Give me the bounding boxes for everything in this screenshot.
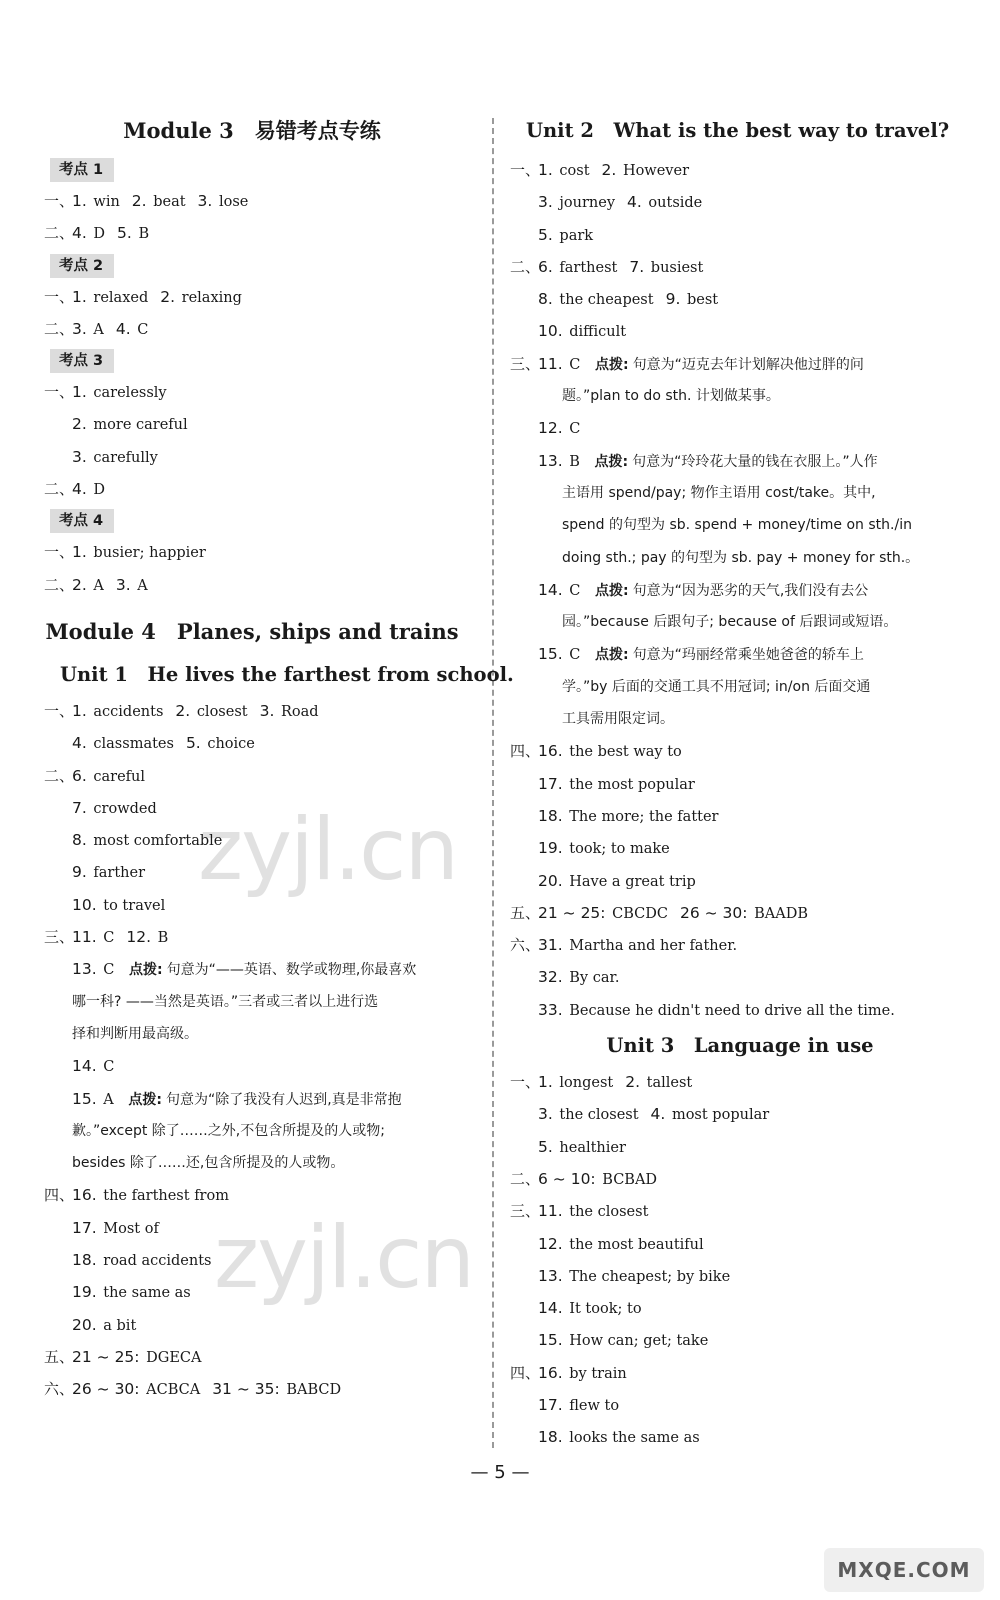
item-number: 4.: [115, 319, 131, 338]
q13-tip-text: 句意为“——英语、数学或物理,你最喜欢: [166, 962, 417, 979]
item-number: 6 ~ 10:: [538, 1169, 596, 1188]
item-number: 10.: [538, 322, 563, 341]
item-number: 13.: [538, 1266, 563, 1285]
q15-line: [44, 1083, 460, 1115]
item-answer: A: [93, 321, 104, 338]
item-number: 21 ~ 25:: [72, 1347, 140, 1366]
q13-number: 13.: [72, 960, 97, 979]
u2-q13-tip-text: 句意为“玲玲花大量的钱在衣服上。”人作: [632, 453, 878, 470]
u2-q13-number: 13.: [538, 451, 563, 470]
item-answer: by train: [569, 1365, 627, 1382]
item-answer: carefully: [93, 449, 158, 466]
item-answer: farther: [93, 865, 146, 882]
item-answer: BABCD: [286, 1382, 342, 1399]
u2-q11-number: 11.: [538, 354, 563, 373]
item-number: 3.: [259, 701, 275, 720]
item-number: 5.: [538, 225, 553, 244]
section-mark: 二、: [44, 224, 75, 243]
item-number: 4.: [72, 480, 87, 499]
answer-line: [44, 313, 460, 345]
u2-q13-tip-text-2: 主语用 spend/pay; 物作主语用 cost/take。其中,: [562, 484, 876, 501]
section-mark: 一、: [44, 701, 75, 720]
item-answer: more careful: [93, 417, 188, 434]
left-column: [44, 108, 514, 1406]
section-mark: 四、: [510, 1363, 541, 1382]
section-mark: 二、: [44, 575, 75, 594]
item-answer: the closest: [569, 1204, 649, 1221]
answer-line: [44, 1309, 460, 1341]
item-answer: classmates: [93, 736, 174, 753]
item-number: 4.: [72, 734, 87, 753]
item-answer: the best way to: [569, 744, 682, 761]
q13-answer: C: [103, 962, 115, 979]
module4-title: Module 4 Planes, ships and trains: [45, 618, 459, 644]
answer-line: [44, 727, 460, 759]
item-answer: B: [157, 930, 169, 947]
item-number: 31 ~ 35:: [212, 1380, 280, 1399]
item-answer: win: [93, 194, 120, 210]
item-answer: B: [138, 226, 150, 243]
item-answer: road accidents: [103, 1253, 212, 1270]
answer-line: [510, 1098, 970, 1130]
answer-line: [44, 281, 460, 313]
item-number: 6.: [72, 766, 87, 785]
section-mark: 一、: [44, 543, 75, 562]
item-answer: tallest: [646, 1075, 693, 1092]
answer-line: [510, 251, 970, 283]
section-mark: 一、: [510, 1073, 541, 1092]
item-number: 1.: [538, 161, 553, 179]
answer-line: [510, 735, 970, 767]
u2-q12-number: 12.: [538, 419, 563, 438]
item-answer: careful: [93, 768, 146, 785]
item-answer: Have a great trip: [569, 873, 696, 890]
kp2-tag: 考点 2: [50, 254, 114, 278]
answer-line: [510, 154, 970, 186]
answer-line: [44, 1373, 460, 1405]
q15-tip-text: 句意为“除了我没有人迟到,真是非常抱: [165, 1091, 402, 1108]
item-answer: C: [103, 930, 115, 947]
item-answer: most comfortable: [93, 833, 223, 850]
item-number: 2.: [131, 192, 147, 210]
item-number: 17.: [538, 774, 563, 793]
item-answer: the most beautiful: [569, 1236, 704, 1253]
item-number: 1.: [72, 192, 87, 210]
q13-line: [44, 953, 460, 985]
item-number: 2.: [601, 161, 617, 179]
item-answer: the same as: [103, 1285, 191, 1302]
item-number: 3.: [115, 575, 131, 594]
kp3-answers: [44, 376, 460, 505]
u2-q11-tip-text-2: 题。”plan to do sth. 计划做某事。: [562, 388, 780, 405]
item-answer: the most popular: [569, 776, 695, 793]
item-answer: the farthest from: [103, 1188, 229, 1205]
item-answer: A: [137, 577, 148, 594]
item-number: 2.: [625, 1073, 641, 1092]
item-answer: Road: [281, 703, 319, 720]
item-number: 17.: [538, 1395, 563, 1414]
item-number: 21 ~ 25:: [538, 903, 606, 922]
section-mark: 五、: [44, 1347, 75, 1366]
item-number: 9.: [665, 290, 681, 309]
u2-q13-tip-label: 点拨:: [594, 453, 629, 470]
item-answer: Because he didn't need to drive all the time.: [569, 1002, 895, 1019]
answer-line: [44, 217, 460, 249]
answer-line: [44, 760, 460, 792]
q13-tip-label: 点拨:: [128, 962, 163, 979]
section-mark: 三、: [510, 354, 541, 373]
u2-q14-number: 14.: [538, 580, 563, 599]
item-number: 5.: [117, 224, 132, 243]
answer-line: [510, 315, 970, 347]
section-mark: 六、: [44, 1380, 75, 1399]
item-number: 1.: [538, 1073, 553, 1092]
site-badge: MXQE.COM: [824, 1548, 984, 1592]
u2-q13-tip-text-4: doing sth.; pay 的句型为 sb. pay + money for sth.。: [562, 549, 920, 566]
answer-line: [510, 961, 970, 993]
item-answer: C: [137, 321, 149, 338]
answer-line: [510, 832, 970, 864]
item-number: 3.: [538, 1105, 553, 1124]
answer-line: [44, 408, 460, 440]
q15-answer: A: [103, 1091, 114, 1108]
u2-q13-line: [510, 445, 970, 477]
answer-line: [44, 889, 460, 921]
item-number: 3.: [72, 319, 87, 338]
answer-line: [44, 856, 460, 888]
item-number: 19.: [72, 1283, 97, 1302]
answer-line: [44, 792, 460, 824]
q15-number: 15.: [72, 1089, 97, 1108]
answer-line: [510, 800, 970, 832]
item-answer: outside: [648, 195, 703, 212]
item-number: 8.: [538, 290, 553, 309]
item-number: 32.: [538, 968, 563, 987]
u2-q14-answer: C: [569, 582, 581, 599]
unit1-title: Unit 1 He lives the farthest from school.: [60, 662, 514, 686]
item-number: 16.: [538, 742, 563, 761]
item-answer: farthest: [559, 259, 618, 276]
section-mark: 一、: [44, 287, 75, 306]
item-answer: to travel: [103, 897, 166, 914]
section-mark: 六、: [510, 936, 541, 955]
item-answer: CBCDC: [612, 905, 668, 922]
answer-line: [510, 1195, 970, 1227]
item-answer: a bit: [103, 1317, 137, 1334]
answer-line: [510, 1357, 970, 1389]
u2-q13-answer: B: [569, 453, 580, 470]
item-number: 2.: [160, 287, 176, 306]
item-answer: accidents: [93, 703, 164, 720]
answer-line: [510, 994, 970, 1026]
item-number: 19.: [538, 839, 563, 858]
section-mark: 二、: [510, 257, 541, 276]
item-answer: relaxing: [181, 289, 242, 306]
answer-line: [510, 1228, 970, 1260]
section-mark: 五、: [510, 903, 541, 922]
item-number: 7.: [629, 257, 645, 276]
item-number: 14.: [538, 1299, 563, 1318]
item-answer: carelessly: [93, 385, 167, 402]
u2-q11-tip-label: 点拨:: [594, 356, 629, 373]
item-number: 31.: [538, 936, 563, 955]
unit2-title: Unit 2 What is the best way to travel?: [526, 119, 950, 142]
u2-q11-answer: C: [569, 356, 581, 373]
u2-q12-answer: C: [569, 421, 581, 438]
section-mark: 三、: [510, 1202, 541, 1221]
answer-line: [510, 897, 970, 929]
item-answer: journey: [559, 195, 616, 212]
answer-line: [44, 921, 460, 953]
u2-q15-tip-text-2: 学。”by 后面的交通工具不用冠词; in/on 后面交通: [562, 678, 871, 695]
item-number: 4.: [627, 193, 642, 212]
item-number: 3.: [72, 447, 87, 466]
item-number: 11.: [72, 928, 97, 947]
answer-line: [510, 186, 970, 218]
unit3-answers: [510, 1066, 970, 1454]
u2-q13-tip-text-3: spend 的句型为 sb. spend + money/time on sth./in: [562, 517, 912, 534]
answer-line: [44, 1276, 460, 1308]
item-number: 11.: [538, 1202, 563, 1221]
q14-answer: C: [103, 1059, 115, 1076]
answer-line: [44, 569, 460, 601]
answer-line: [510, 768, 970, 800]
answer-line: [510, 865, 970, 897]
u2-q15-number: 15.: [538, 645, 563, 664]
u2-q14-tip-text: 句意为“因为恶劣的天气,我们没有去公: [632, 582, 869, 599]
item-number: 15.: [538, 1331, 563, 1350]
q15-tip-label: 点拨:: [128, 1091, 162, 1108]
u2-q11-tip-text: 句意为“迈克去年计划解决他过胖的问: [632, 356, 864, 373]
item-answer: beat: [153, 194, 186, 210]
u2-q15-tip-text: 句意为“玛丽经常乘坐她爸爸的轿车上: [632, 647, 864, 664]
u2-q12-line: [510, 412, 970, 444]
item-answer: crowded: [93, 800, 157, 817]
q13-tip-text-2: 哪一科? ——当然是英语。”三者或三者以上进行选: [72, 993, 379, 1010]
item-number: 18.: [72, 1251, 97, 1270]
item-answer: However: [622, 163, 690, 179]
item-number: 16.: [72, 1186, 97, 1205]
u2-q15-tip-label: 点拨:: [594, 647, 629, 664]
q14-line: [44, 1050, 460, 1082]
kp3-tag: 考点 3: [50, 349, 114, 373]
answer-line: [510, 1260, 970, 1292]
answer-line: [510, 1292, 970, 1324]
answer-line: [510, 1163, 970, 1195]
section-mark: 二、: [44, 480, 75, 499]
unit3-title: Unit 3 Language in use: [606, 1034, 874, 1058]
item-number: 5.: [538, 1137, 553, 1156]
item-answer: choice: [207, 736, 255, 753]
kp1-tag: 考点 1: [50, 158, 114, 182]
item-answer: park: [559, 227, 594, 244]
answer-line: [44, 473, 460, 505]
item-answer: difficult: [569, 324, 627, 341]
item-number: 1.: [72, 383, 87, 402]
item-number: 6.: [538, 257, 553, 276]
answer-line: [510, 1421, 970, 1453]
u2-q14-line: [510, 574, 970, 606]
u2-q14-tip-text-2: 园。”because 后跟句子; because of 后跟词或短语。: [562, 614, 898, 631]
q14-number: 14.: [72, 1057, 97, 1076]
column-divider: [492, 118, 494, 1448]
u2-q15-answer: C: [569, 647, 581, 664]
section-mark: 二、: [510, 1169, 541, 1188]
item-answer: cost: [559, 163, 590, 179]
unit1-answers: [44, 695, 460, 1406]
item-number: 12.: [538, 1234, 563, 1253]
item-number: 2.: [72, 575, 87, 594]
item-number: 26 ~ 30:: [72, 1380, 140, 1399]
answer-line: [510, 1389, 970, 1421]
answer-line: [44, 1212, 460, 1244]
item-number: 3.: [197, 192, 213, 210]
item-answer: most popular: [671, 1107, 770, 1124]
item-answer: DGECA: [146, 1349, 202, 1366]
item-answer: Martha and her father.: [569, 938, 738, 955]
item-answer: ACBCA: [146, 1382, 201, 1399]
item-answer: BAADB: [754, 905, 808, 922]
item-number: 3.: [538, 193, 553, 212]
item-answer: took; to make: [569, 841, 670, 858]
item-answer: How can; get; take: [569, 1333, 709, 1350]
item-number: 10.: [72, 895, 97, 914]
q15-tip-text-3: besides 除了……还,包含所提及的人或物。: [72, 1155, 345, 1172]
answer-line: [44, 536, 460, 568]
item-number: 4.: [650, 1105, 666, 1124]
answer-line: [510, 929, 970, 961]
answer-line: [44, 1244, 460, 1276]
answer-line: [510, 219, 970, 251]
unit2-answers: [510, 154, 970, 1026]
item-answer: D: [93, 482, 106, 499]
q13-tip-text-3: 择和判断用最高级。: [72, 1025, 198, 1042]
item-number: 20.: [72, 1315, 97, 1334]
item-number: 18.: [538, 806, 563, 825]
answer-line: [510, 1131, 970, 1163]
right-column: [510, 108, 970, 1454]
item-answer: healthier: [559, 1139, 626, 1156]
section-mark: 四、: [510, 742, 541, 761]
answer-line: [44, 185, 460, 217]
item-number: 26 ~ 30:: [679, 903, 748, 922]
section-mark: 二、: [44, 319, 75, 338]
item-number: 1.: [72, 543, 87, 562]
item-number: 9.: [72, 863, 87, 882]
section-mark: 一、: [44, 383, 75, 402]
item-answer: BCBAD: [602, 1171, 658, 1188]
answer-line: [44, 695, 460, 727]
item-number: 20.: [538, 871, 563, 890]
answer-line: [44, 824, 460, 856]
item-number: 16.: [538, 1363, 563, 1382]
u2-q15-line: [510, 638, 970, 670]
item-answer: relaxed: [93, 289, 149, 306]
item-answer: The more; the fatter: [569, 808, 719, 825]
item-answer: By car.: [569, 970, 620, 987]
q15-tip-text-2: 歉。”except 除了……之外,不包含所提及的人或物;: [72, 1122, 385, 1139]
item-answer: looks the same as: [569, 1430, 700, 1447]
item-number: 18.: [538, 1428, 563, 1447]
item-answer: best: [687, 292, 719, 309]
answer-line: [44, 1179, 460, 1211]
item-number: 7.: [72, 798, 87, 817]
item-number: 12.: [126, 928, 152, 947]
item-number: 1.: [72, 701, 87, 720]
item-answer: flew to: [569, 1397, 620, 1414]
item-answer: busier; happier: [93, 545, 206, 562]
watermark-top: zyjl.cn: [198, 800, 457, 900]
kp4-answers: [44, 536, 460, 601]
item-answer: closest: [196, 703, 248, 720]
item-answer: Most of: [103, 1220, 159, 1237]
item-number: 5.: [185, 734, 201, 753]
item-answer: lose: [218, 194, 249, 210]
kp2-answers: [44, 281, 460, 346]
answer-line: [510, 1066, 970, 1098]
answer-line: [510, 1324, 970, 1356]
item-number: 4.: [72, 224, 87, 243]
answer-line: [44, 1341, 460, 1373]
module3-title: Module 3 易错考点专练: [123, 118, 381, 143]
item-number: 2.: [175, 701, 191, 720]
section-mark: 三、: [44, 928, 75, 947]
section-mark: 二、: [44, 766, 75, 785]
page-number: — 5 —: [470, 1462, 530, 1483]
item-answer: A: [93, 577, 104, 594]
u2-q15-tip-text-3: 工具需用限定词。: [562, 711, 674, 728]
item-number: 1.: [72, 287, 87, 306]
kp1-answers: [44, 185, 460, 250]
item-answer: The cheapest; by bike: [569, 1268, 731, 1285]
item-number: 8.: [72, 831, 87, 850]
item-number: 2.: [72, 415, 87, 434]
u2-q11-line: [510, 348, 970, 380]
item-answer: busiest: [650, 259, 704, 276]
answer-line: [44, 376, 460, 408]
section-mark: 四、: [44, 1186, 75, 1205]
watermark-bottom: zyjl.cn: [214, 1208, 473, 1308]
item-answer: D: [93, 226, 106, 243]
item-number: 17.: [72, 1218, 97, 1237]
answer-line: [44, 441, 460, 473]
item-number: 33.: [538, 1000, 563, 1019]
kp4-tag: 考点 4: [50, 509, 114, 533]
section-mark: 一、: [44, 192, 75, 210]
item-answer: It took; to: [569, 1301, 642, 1318]
section-mark: 一、: [510, 161, 541, 179]
item-answer: longest: [559, 1075, 614, 1092]
u2-q14-tip-label: 点拨:: [594, 582, 629, 599]
item-answer: the closest: [559, 1107, 639, 1124]
item-answer: the cheapest: [559, 292, 654, 309]
answer-line: [510, 283, 970, 315]
